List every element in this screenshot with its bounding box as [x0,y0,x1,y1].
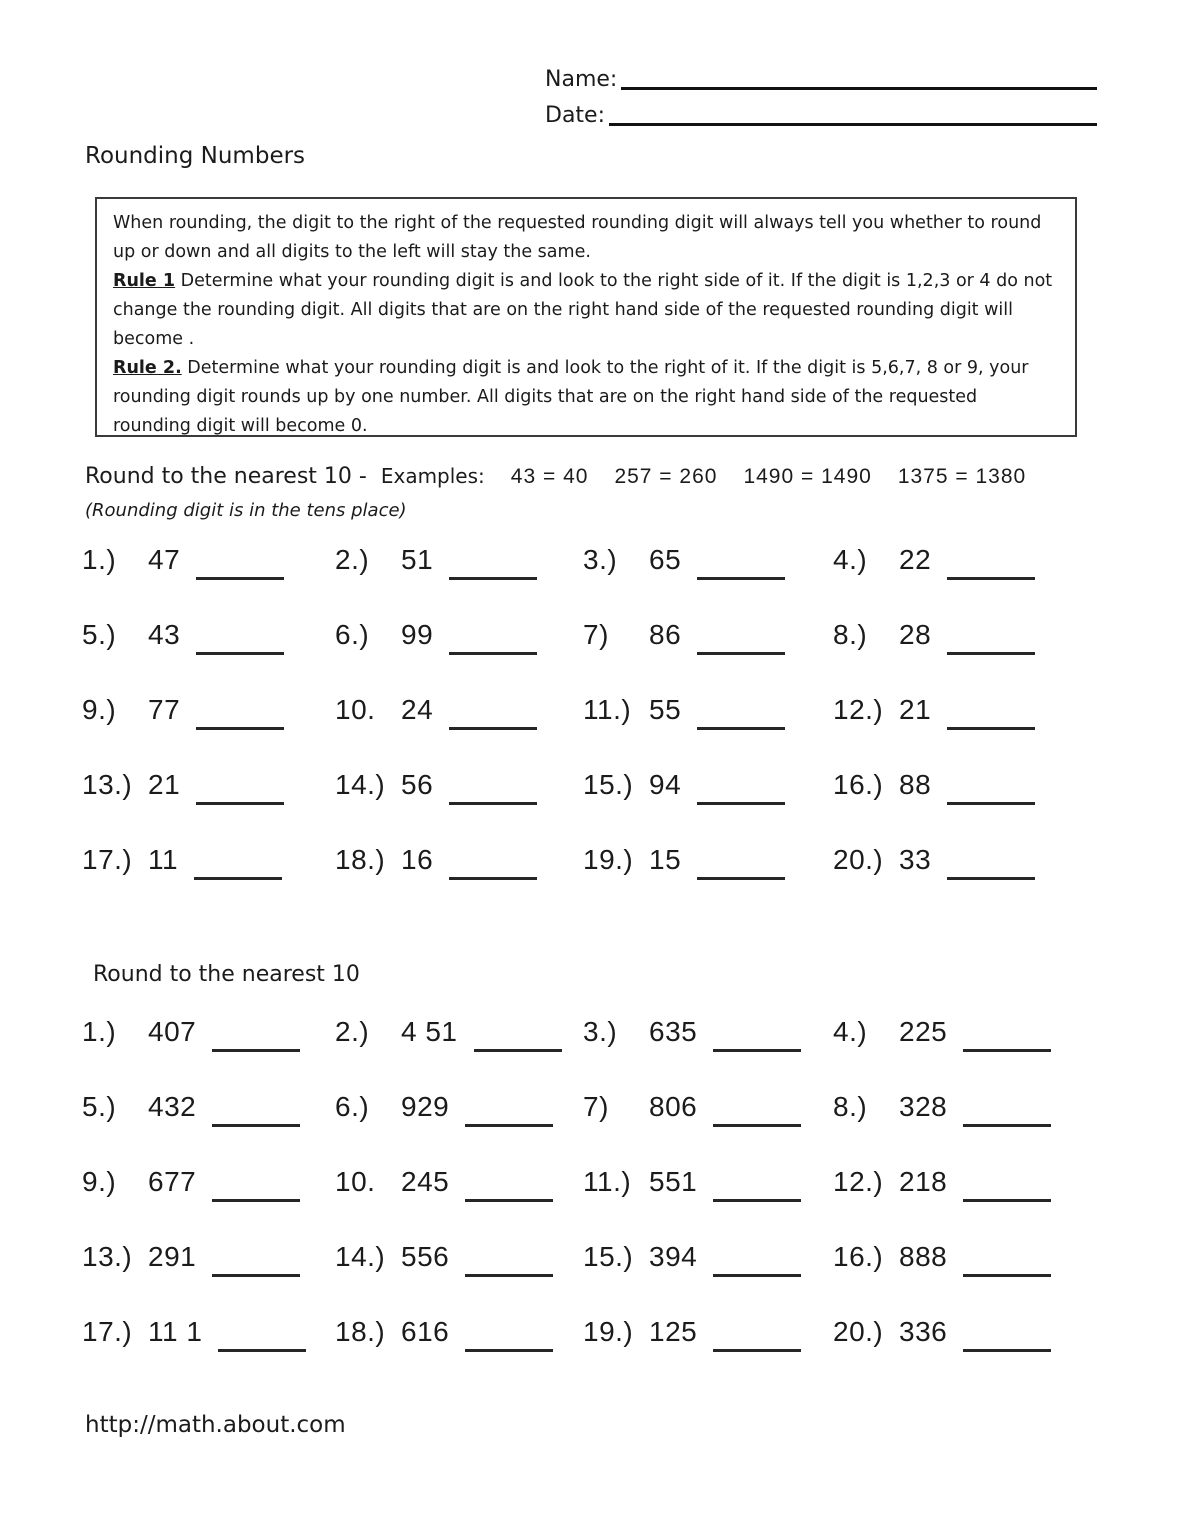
examples-label: Examples: [380,464,485,488]
problem-number: 2.) [335,1016,370,1047]
answer-blank[interactable] [212,1117,300,1127]
answer-blank[interactable] [196,795,284,805]
section1-heading [85,464,1026,489]
problem-number: 17.) [82,844,133,875]
problem-item [82,1091,335,1123]
date-label: Date: [545,103,605,128]
problem-number: 9.) [82,694,117,725]
answer-blank[interactable] [465,1192,553,1202]
problem-number: 5.) [82,619,117,650]
problem-value: 888 [899,1241,948,1272]
problem-item [335,1316,583,1348]
name-fill-line[interactable] [621,87,1097,90]
problem-item [583,1091,833,1123]
problem-item [833,1016,1112,1048]
section2-heading: Round to the nearest 10 [93,962,360,987]
problem-number: 12.) [833,694,884,725]
problem-number: 4.) [833,544,868,575]
date-row [545,94,1097,130]
answer-blank[interactable] [194,870,282,880]
problem-item [833,1316,1112,1348]
problem-value: 677 [148,1166,197,1197]
section2-problems [82,1016,1112,1391]
problem-value: 99 [401,619,434,650]
answer-blank[interactable] [465,1342,553,1352]
problem-item [583,1316,833,1348]
answer-blank[interactable] [196,570,284,580]
problem-number: 19.) [583,1316,634,1347]
problem-value: 328 [899,1091,948,1122]
answer-blank[interactable] [212,1042,300,1052]
answer-blank[interactable] [697,720,785,730]
problem-number: 18.) [335,844,386,875]
answer-blank[interactable] [947,870,1035,880]
problem-number: 7) [583,1091,609,1122]
problem-value: 56 [401,769,434,800]
answer-blank[interactable] [449,720,537,730]
problem-item [833,1241,1112,1273]
problem-number: 20.) [833,1316,884,1347]
problem-item [583,1241,833,1273]
problem-item [82,1316,335,1348]
problem-item [583,694,833,726]
answer-blank[interactable] [474,1042,562,1052]
name-date-block [545,58,1097,130]
answer-blank[interactable] [697,645,785,655]
answer-blank[interactable] [713,1042,801,1052]
problem-value: 24 [401,694,434,725]
problem-value: 65 [649,544,682,575]
problem-number: 20.) [833,844,884,875]
name-label: Name: [545,67,618,92]
problem-item [335,1241,583,1273]
problem-item [583,1016,833,1048]
problem-value: 94 [649,769,682,800]
answer-blank[interactable] [449,870,537,880]
problem-number: 11.) [583,1166,632,1197]
problem-value: 806 [649,1091,698,1122]
problem-item [833,769,1112,801]
problem-value: 28 [899,619,932,650]
section1-subnote: (Rounding digit is in the tens place) [85,500,407,521]
problem-number: 5.) [82,1091,117,1122]
problem-value: 77 [148,694,181,725]
problem-item [583,619,833,651]
problem-item [335,769,583,801]
problem-value: 88 [899,769,932,800]
problem-number: 15.) [583,769,634,800]
problem-number: 6.) [335,1091,370,1122]
problem-number: 13.) [82,769,133,800]
answer-blank[interactable] [449,795,537,805]
answer-blank[interactable] [465,1117,553,1127]
rule2-text: Determine what your rounding digit is and look to the right of it. If the digit is 5,6,7, 8 or 9, your rounding digit rounds up by one number. All digits that are on the right hand side of the requested rounding digit will become 0. [113,358,1029,436]
problem-value: 125 [649,1316,698,1347]
problem-value: 33 [899,844,932,875]
problem-number: 14.) [335,769,386,800]
problem-value: 21 [148,769,181,800]
example-3: 1490 = 1490 [743,465,872,488]
answer-blank[interactable] [713,1342,801,1352]
problem-value: 86 [649,619,682,650]
problem-value: 15 [649,844,682,875]
problem-value: 51 [401,544,434,575]
problem-number: 8.) [833,619,868,650]
problem-number: 16.) [833,1241,884,1272]
answer-blank[interactable] [465,1267,553,1277]
problem-value: 218 [899,1166,948,1197]
problem-item [833,844,1112,876]
problem-number: 7) [583,619,609,650]
answer-blank[interactable] [713,1117,801,1127]
problem-number: 3.) [583,1016,618,1047]
section1-problems [82,544,1112,919]
problem-item [833,1166,1112,1198]
problem-value: 47 [148,544,181,575]
problem-value: 556 [401,1241,450,1272]
problem-number: 4.) [833,1016,868,1047]
problem-number: 1.) [82,1016,117,1047]
date-fill-line[interactable] [609,123,1097,126]
problem-value: 22 [899,544,932,575]
problem-number: 10. [335,1166,376,1197]
answer-blank[interactable] [449,645,537,655]
problem-value: 635 [649,1016,698,1047]
answer-blank[interactable] [697,870,785,880]
problem-value: 225 [899,1016,948,1047]
rules-intro: When rounding, the digit to the right of the requested rounding digit will always tell you whether to round up or down and all digits to the left will stay the same. [113,213,1042,262]
problem-number: 1.) [82,544,117,575]
problem-number: 18.) [335,1316,386,1347]
problem-number: 17.) [82,1316,133,1347]
answer-blank[interactable] [963,1192,1051,1202]
problem-item [833,619,1112,651]
answer-blank[interactable] [947,570,1035,580]
answer-blank[interactable] [947,795,1035,805]
problem-number: 14.) [335,1241,386,1272]
rule1-label: Rule 1 [113,271,176,291]
answer-blank[interactable] [963,1267,1051,1277]
example-1: 43 = 40 [510,465,589,488]
problem-value: 16 [401,844,434,875]
problem-number: 19.) [583,844,634,875]
problem-number: 9.) [82,1166,117,1197]
problem-value: 616 [401,1316,450,1347]
problem-item [335,619,583,651]
page-title: Rounding Numbers [85,143,306,169]
problem-item [82,769,335,801]
rules-box [95,197,1077,437]
answer-blank[interactable] [196,645,284,655]
answer-blank[interactable] [947,645,1035,655]
problem-item [335,694,583,726]
problem-value: 11 1 [148,1316,203,1347]
answer-blank[interactable] [713,1192,801,1202]
problem-item [82,544,335,576]
answer-blank[interactable] [212,1192,300,1202]
example-2: 257 = 260 [614,465,718,488]
problem-item [82,1241,335,1273]
problem-item [82,844,335,876]
problem-number: 11.) [583,694,632,725]
section1-title: Round to the nearest 10 - [85,464,367,489]
problem-item [335,844,583,876]
answer-blank[interactable] [212,1267,300,1277]
problem-value: 4 51 [401,1016,458,1047]
problem-number: 10. [335,694,376,725]
answer-blank[interactable] [196,720,284,730]
problem-value: 245 [401,1166,450,1197]
problem-number: 15.) [583,1241,634,1272]
problem-value: 21 [899,694,932,725]
problem-item [335,1166,583,1198]
rule1-text: Determine what your rounding digit is and look to the right side of it. If the digit is 1,2,3 or 4 do not change the rounding digit. All digits that are on the right hand side of the requested rounding digit will become . [113,271,1053,349]
problem-item [833,694,1112,726]
answer-blank[interactable] [218,1342,306,1352]
source-url: http://math.about.com [85,1412,346,1438]
problem-number: 16.) [833,769,884,800]
problem-number: 6.) [335,619,370,650]
answer-blank[interactable] [449,570,537,580]
problem-number: 13.) [82,1241,133,1272]
problem-item [583,544,833,576]
problem-value: 291 [148,1241,197,1272]
problem-value: 43 [148,619,181,650]
answer-blank[interactable] [697,795,785,805]
answer-blank[interactable] [697,570,785,580]
answer-blank[interactable] [963,1342,1051,1352]
problem-number: 12.) [833,1166,884,1197]
problem-item [335,544,583,576]
problem-item [583,844,833,876]
problem-value: 929 [401,1091,450,1122]
problem-item [583,769,833,801]
answer-blank[interactable] [963,1117,1051,1127]
problem-item [82,694,335,726]
problem-value: 407 [148,1016,197,1047]
problem-value: 432 [148,1091,197,1122]
answer-blank[interactable] [963,1042,1051,1052]
problem-value: 551 [649,1166,698,1197]
problem-number: 2.) [335,544,370,575]
problem-value: 336 [899,1316,948,1347]
problem-number: 3.) [583,544,618,575]
problem-value: 11 [148,844,179,875]
problem-item [82,1016,335,1048]
problem-item [82,619,335,651]
problem-value: 394 [649,1241,698,1272]
problem-item [82,1166,335,1198]
problem-item [583,1166,833,1198]
problem-item [335,1016,583,1048]
rule2-label: Rule 2. [113,358,182,378]
problem-value: 55 [649,694,682,725]
example-4: 1375 = 1380 [897,465,1027,488]
problem-item [833,544,1112,576]
problem-number: 8.) [833,1091,868,1122]
answer-blank[interactable] [947,720,1035,730]
name-row [545,58,1097,94]
answer-blank[interactable] [713,1267,801,1277]
problem-item [335,1091,583,1123]
problem-item [833,1091,1112,1123]
